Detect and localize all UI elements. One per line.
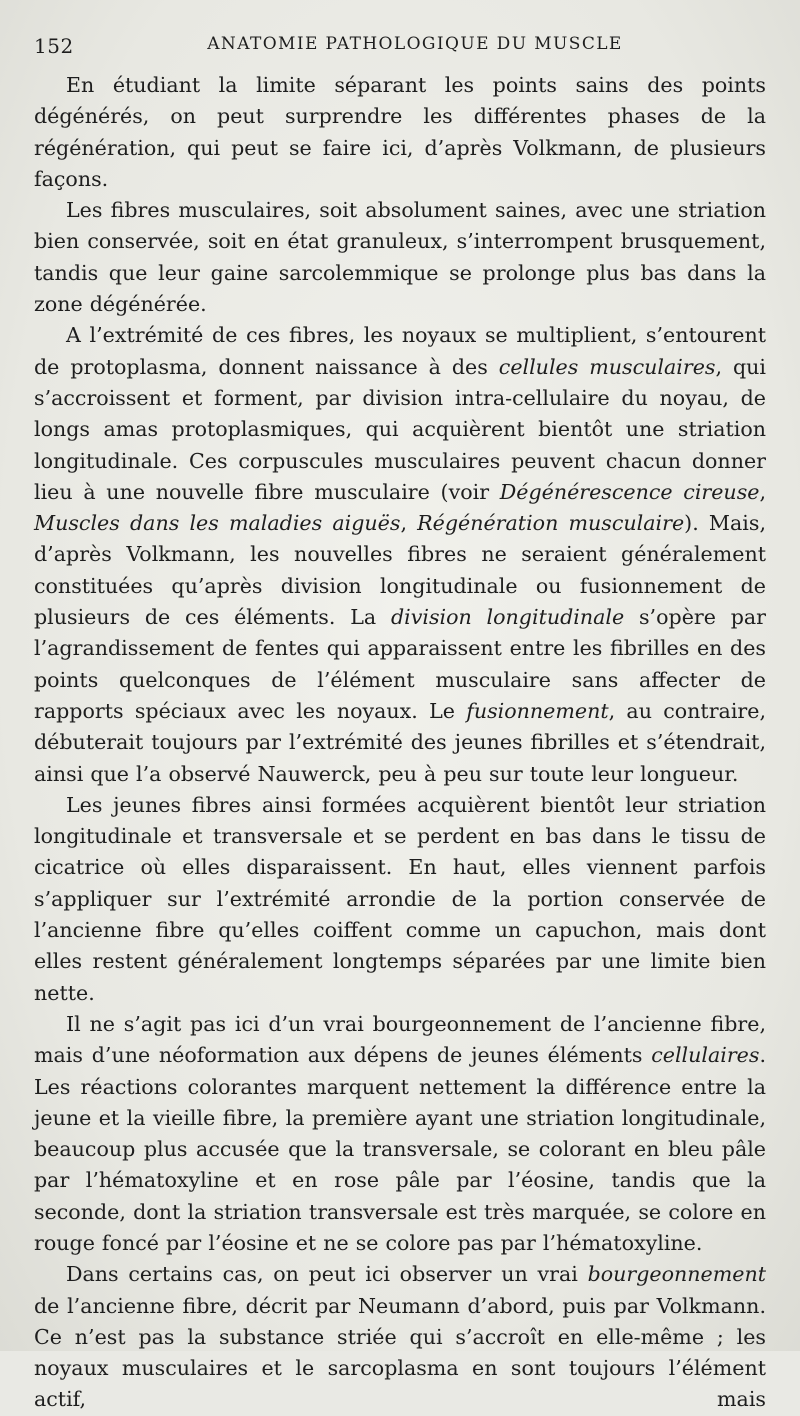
text-span: Dans certains cas, on peut ici observer un vrai xyxy=(66,1262,588,1287)
text-span: , xyxy=(759,479,766,504)
running-head xyxy=(34,32,766,56)
text-span: . Les réactions colorantes marquent nettement la différence entre la jeune et la vieille fibre, la première ayant une striation longitudinale, beaucoup plus accusée que la transversale, se colorant en bleu pâle par l’hématoxyline et en rose pâle par l’éosine, tandis que la seconde, dont la striation transversale est très marquée, se colore en rouge foncé par l’éosine et ne se colore pas par l’hématoxyline. xyxy=(34,1043,766,1255)
page-number: 152 xyxy=(34,34,74,58)
paragraph-regeneration-intro: En étudiant la limite séparant les points sains des points dégénérés, on peut surprendre les différentes phases de la régénération, qui peut se faire ici, d’après Volkmann, de plusieurs façons. xyxy=(34,73,766,191)
italic-reference: Muscles dans les maladies aiguës xyxy=(34,511,401,536)
italic-term: division longitudinale xyxy=(390,605,625,630)
text-span: , au contraire, débuterait toujours par l’extrémité des jeunes fibrilles et s’étendrait, ainsi que l’a observé Nauwerck, peu à peu sur toute leur longueur. xyxy=(34,698,766,786)
running-title: ANATOMIE PATHOLOGIQUE DU MUSCLE xyxy=(207,34,623,54)
italic-reference: Régénération musculaire xyxy=(417,511,685,536)
text-span: A l’extrémité de ces fibres, les noyaux se multiplient, s’entourent de protoplasma, donnent naissance à des xyxy=(34,323,766,379)
text-span: Il ne s’agit pas ici d’un vrai bourgeonnement de l’ancienne fibre, mais d’une néoformation aux dépens de jeunes éléments xyxy=(34,1011,766,1068)
text-span: , xyxy=(400,511,418,536)
text-span: s’opère par l’agrandissement de fentes qui apparaissent entre les fibrilles en des points quelconques de l’élément musculaire sans affecter de rapports spéciaux avec les noyaux. Le xyxy=(34,605,767,723)
italic-term: cellulaires xyxy=(651,1043,760,1068)
paragraph-young-fibres: Les jeunes fibres ainsi formées acquièrent bientôt leur striation longitudinale et transversale et se perdent en bas dans le tissu de cicatrice où elles disparaissent. En haut, elles viennent parfois s’appliquer sur l’extrémité arrondie de la portion conservée de l’ancienne fibre qu’elles coiffent comme un capuchon, mais dont elles restent généralement longtemps séparées par une limite bien nette. xyxy=(34,792,766,1005)
body-text xyxy=(34,70,766,1416)
italic-term: cellules musculaires xyxy=(498,354,716,379)
italic-reference: Dégénérescence cireuse xyxy=(499,479,760,504)
paragraph-fibre-extremity xyxy=(34,320,766,789)
italic-term: fusionnement xyxy=(466,698,609,723)
text-span: de l’ancienne fibre, décrit par Neumann d’abord, puis par Volkmann. Ce n’est pas la substance striée qui s’accroît en elle-même ; les noyaux musculaires et le sarcoplasma en sont toujours l’élément actif, mais xyxy=(34,1293,766,1412)
text-span: , qui s’accroissent et forment, par division intra-cellulaire du noyau, de longs amas protoplasmiques, qui acquièrent bientôt une striation longitudinale. Ces corpuscules musculaires peuvent chacun donner lieu à une nouvelle fibre musculaire (voir xyxy=(34,354,766,504)
paragraph-muscle-fibres: Les fibres musculaires, soit absolument saines, avec une striation bien conservée, soit en état granuleux, s’interrompent brusquement, tandis que leur gaine sarcolemmique se prolonge plus bas dans la zone dégénérée. xyxy=(34,198,766,317)
italic-term: bourgeonnement xyxy=(587,1262,766,1287)
text-span: ). Mais, d’après Volkmann, les nouvelles fibres ne seraient généralement constituées qu’après division longitudinale ou fusionnement de plusieurs de ces éléments. La xyxy=(34,511,766,630)
paragraph-neoformation xyxy=(34,1009,766,1259)
paragraph-budding xyxy=(34,1259,766,1415)
